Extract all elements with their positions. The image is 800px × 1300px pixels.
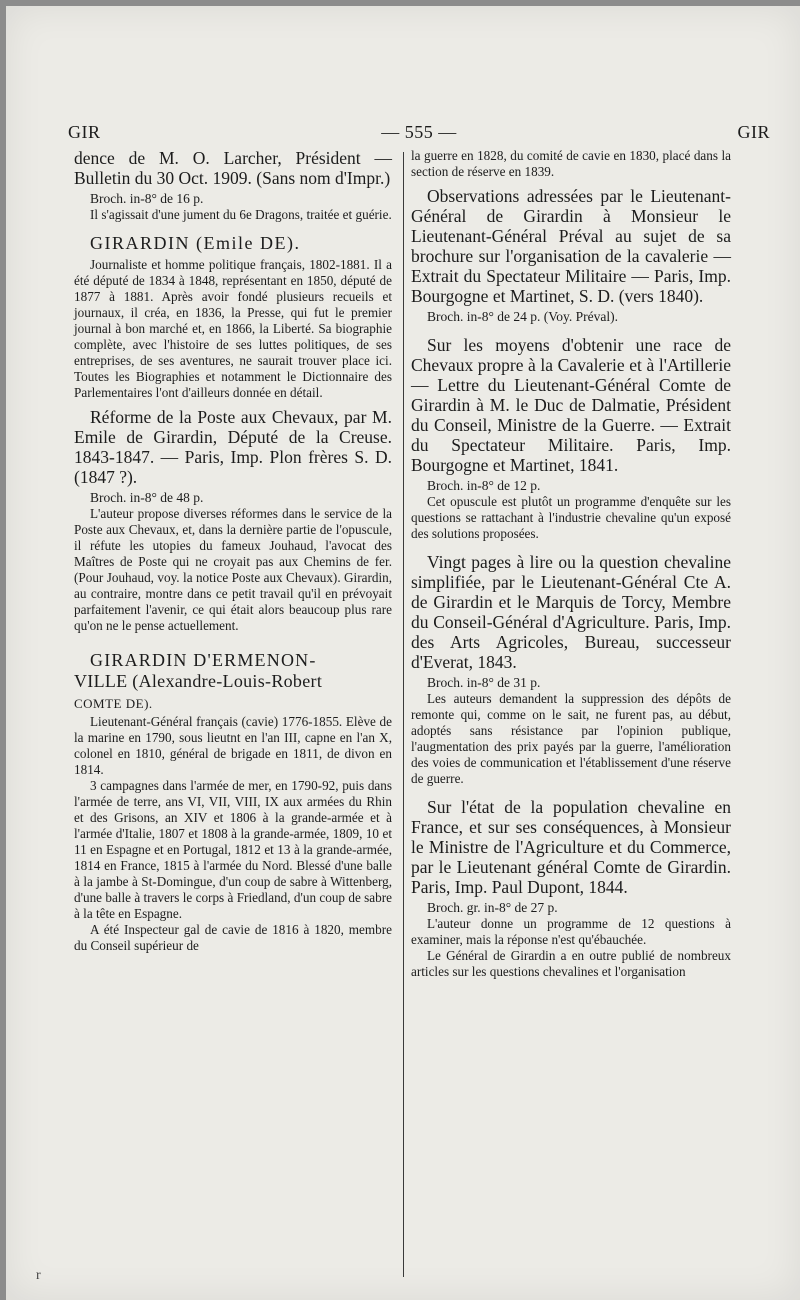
entry-continuation: dence de M. O. Larcher, Président — Bulletin du 30 Oct. 1909. (Sans nom d'Impr.) — [74, 148, 392, 188]
annotation: Le Général de Girardin a en outre publié de nombreux articles sur les questions chevalines et l'organisation — [411, 948, 731, 979]
biography-continuation: la guerre en 1828, du comité de cavie en 1830, placé dans la section de réserve en 1839. — [411, 148, 731, 179]
author-heading-line: GIRARDIN D'ERMENON- — [90, 650, 317, 670]
author-heading: GIRARDIN (Emile DE). — [90, 233, 301, 253]
annotation: Il s'agissait d'une jument du 6e Dragons, traitée et guérie. — [90, 207, 392, 222]
annotation: L'auteur donne un programme de 12 questions à examiner, mais la réponse n'est qu'ébauchée. — [411, 916, 731, 947]
author-heading-line: VILLE (Alexandre-Louis-Robert — [74, 671, 323, 691]
format-note: Broch. gr. in-8° de 27 p. — [427, 900, 558, 915]
left-column — [74, 148, 392, 954]
work-title: Sur les moyens d'obtenir une race de Chevaux propre à la Cavalerie et à l'Artillerie — Lettre du Lieutenant-Général Comte de Girardin à M. le Duc de Dalmatie, Président du Conseil, Ministre de la Guerre. — Extrait du Spectateur Militaire. Paris, Imp. Bourgogne et Martinet, 1841. — [411, 335, 731, 475]
annotation: Les auteurs demandent la suppression des dépôts de remonte qui, comme on le sait, ne furent pas, au début, adoptés sans résistance par l'opinion publique, l'augmentation des prix payés par la guerre, l'amélioration des voies de communication et l'établissement d'une réserve de guerre. — [411, 691, 731, 786]
author-biography: A été Inspecteur gal de cavie de 1816 à 1820, membre du Conseil supérieur de — [74, 922, 392, 953]
book-page — [6, 6, 800, 1300]
margin-mark: r — [36, 1268, 41, 1283]
annotation: Cet opuscule est plutôt un programme d'enquête sur les questions se rattachant à l'industrie chevaline qu'un exposé des solutions proposées. — [411, 494, 731, 541]
author-biography: Lieutenant-Général français (cavie) 1776-1855. Elève de la marine en 1790, sous lieutnt en l'an III, capne en l'an X, colonel en 1810, général de brigade en 1811, de divon en 1814. — [74, 714, 392, 777]
author-heading — [74, 650, 392, 714]
author-biography: 3 campagnes dans l'armée de mer, en 1790-92, puis dans l'armée de terre, ans VI, VII, VIII, IX aux armées du Rhin et des Grisons, an XIV et 1806 à la grande-armée et à l'armée d'Italie, 1807 et 1808 à la grande-armée, 1809, 10 et 11 en Espagne et en Portugal, 1812 et 13 à la grande-armée, 1814 en France, 1815 à l'armée du Nord. Blessé d'une balle à la jambe à St-Domingue, d'un coup de sabre à Wittenberg, d'une balle à travers le corps à Friedland, d'un coup de sabre à la tête en Espagne. — [74, 778, 392, 921]
column-divider — [403, 152, 404, 1277]
work-title: Réforme de la Poste aux Chevaux, par M. Emile de Girardin, Député de la Creuse. 1843-1847. — Paris, Imp. Plon frères S. D. (1847 ?). — [74, 407, 392, 487]
author-heading-line: COMTE DE). — [74, 696, 153, 711]
format-note: Broch. in-8° de 31 p. — [427, 675, 541, 690]
header-left: GIR — [68, 122, 101, 142]
running-header — [68, 122, 770, 144]
format-note: Broch. in-8° de 48 p. — [90, 490, 204, 505]
work-title: Sur l'état de la population chevaline en France, et sur ses conséquences, à Monsieur le Ministre de l'Agriculture et du Commerce, par le Lieutenant général Comte de Girardin. Paris, Imp. Paul Dupont, 1844. — [411, 797, 731, 897]
work-title: Vingt pages à lire ou la question chevaline simplifiée, par le Lieutenant-Général Cte A. de Girardin et le Marquis de Torcy, Membre du Conseil-Général d'Agriculture. Paris, Imp. des Arts Agricoles, Bureau, successeur d'Everat, 1843. — [411, 552, 731, 672]
author-biography: Journaliste et homme politique français, 1802-1881. Il a été député de 1834 à 1848, représentant en 1850, député de 1877 à 1881. Après avoir fondé plusieurs recueils et journaux, il créa, en 1836, la Presse, qui fut le premier journal à bon marché et, en 1866, la Liberté. Sa biographie complète, avec l'histoire de ses luttes politiques, de ses entreprises, de ses aventures, ne saurait trouver place ici. Toutes les Biographies et notamment le Dictionnaire des Parlementaires l'ont d'ailleurs donnée en détail. — [74, 257, 392, 400]
annotation: L'auteur propose diverses réformes dans le service de la Poste aux Chevaux, et, dans la dernière partie de l'opuscule, il réfute les utopies du fameux Jouhaud, l'avocat des Maîtres de Poste qui ne croyait pas aux Chemins de fer. (Pour Jouhaud, voy. la notice Poste aux Chevaux). Girardin, au contraire, montre dans ce petit travail qu'il en prévoyait parfaitement l'avenir, ce qui était alors beaucoup plus rare qu'on ne le pense actuellement. — [74, 506, 392, 633]
page-number: — 555 — — [381, 122, 457, 142]
header-right: GIR — [737, 122, 770, 142]
format-note: Broch. in-8° de 24 p. (Voy. Préval). — [427, 309, 618, 324]
work-title: Observations adressées par le Lieutenant-Général de Girardin à Monsieur le Lieutenant-Général Préval au sujet de sa brochure sur l'organisation de la cavalerie — Extrait du Spectateur Militaire — Paris, Imp. Bourgogne et Martinet, S. D. (vers 1840). — [411, 186, 731, 306]
format-note: Broch. in-8° de 16 p. — [90, 191, 204, 206]
format-note: Broch. in-8° de 12 p. — [427, 478, 541, 493]
right-column — [411, 148, 731, 980]
